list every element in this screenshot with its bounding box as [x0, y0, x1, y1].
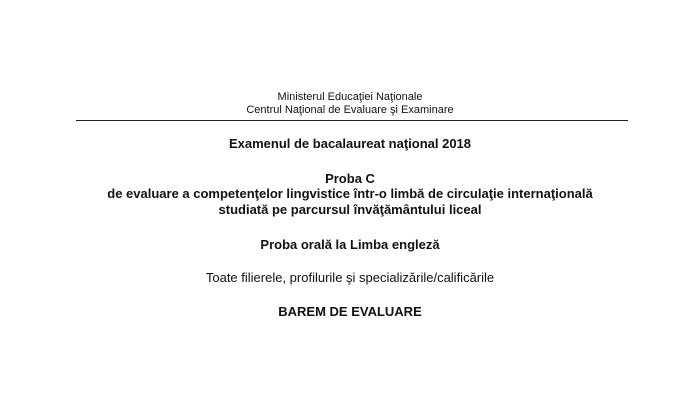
ministry-name: Ministerul Educaţiei Naţionale	[277, 91, 423, 103]
proba-label: Proba C	[325, 171, 375, 186]
proba-description-line1: de evaluare a competenţelor lingvistice într-o limbă de circulaţie internaţională	[107, 186, 593, 201]
header-divider	[76, 120, 628, 121]
proba-description-line2: studiată pe parcursul învăţământului liceal	[218, 202, 482, 217]
scope-text: Toate filierele, profilurile şi specializările/calificările	[205, 270, 495, 285]
center-name: Centrul Naţional de Evaluare şi Examinare	[246, 104, 454, 116]
barem-heading: BAREM DE EVALUARE	[278, 304, 422, 319]
exam-title: Examenul de bacalaureat naţional 2018	[228, 136, 472, 151]
oral-exam-title: Proba orală la Limba engleză	[260, 237, 440, 252]
